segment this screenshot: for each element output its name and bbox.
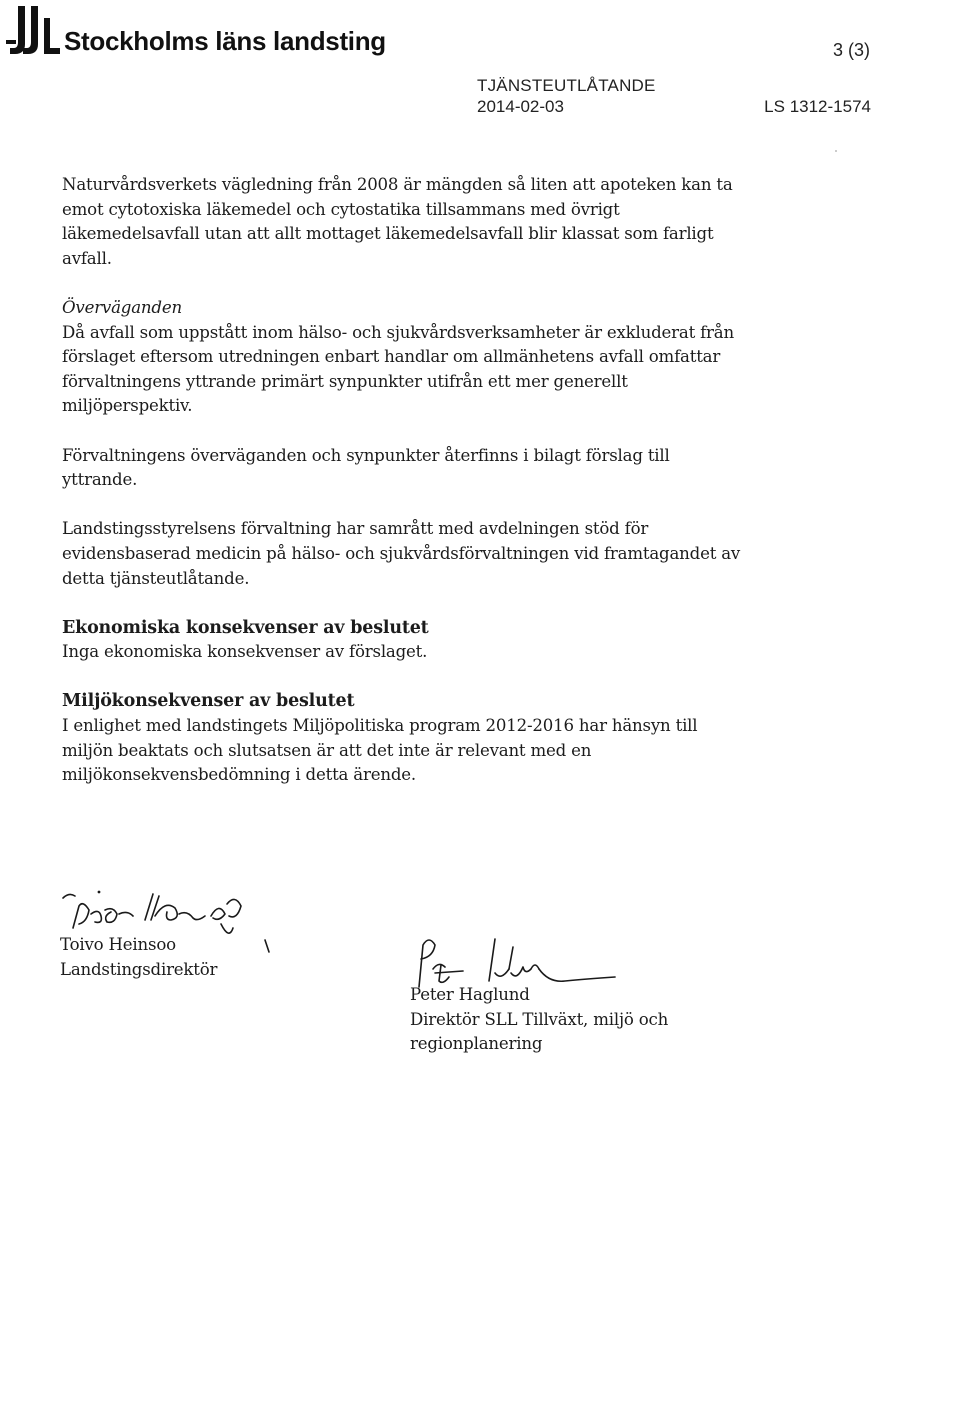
paragraph-attached: Förvaltningens överväganden och synpunkter återfinns i bilagt förslag till yttrande.	[62, 445, 670, 490]
signatory-right	[410, 983, 730, 1057]
signatory-left-name: Toivo Heinsoo	[60, 935, 176, 954]
document-type: TJÄNSTEUTLÅTANDE	[477, 76, 656, 95]
heading-economic: Ekonomiska konsekvenser av beslutet	[62, 617, 429, 638]
document-date: 2014-02-03	[477, 97, 564, 116]
paragraph-considerations: Då avfall som uppstått inom hälso- och sjukvårdsverksamheter är exkluderat från förslaget eftersom utredningen enbart handlar om allmänhetens avfall omfattar förvaltningens yttrande primärt synpunkter utifrån ett mer generellt miljöperspektiv.	[62, 322, 734, 416]
organization-name: Stockholms läns landsting	[64, 26, 386, 56]
heading-environment: Miljökonsekvenser av beslutet	[62, 691, 355, 712]
paragraph-consulted: Landstingsstyrelsens förvaltning har samrått med avdelningen stöd för evidensbaserad medicin på hälso- och sjukvårdsförvaltningen vid framtagandet av detta tjänsteutlåtande.	[62, 519, 741, 588]
signatory-left-title: Landstingsdirektör	[60, 959, 218, 979]
paragraph-environment: I enlighet med landstingets Miljöpolitiska program 2012-2016 har hänsyn till miljön beaktats och slutsatsen är att det inte är relevant med en miljökonsekvensbedömning i detta ärende.	[62, 716, 698, 785]
scan-speck	[835, 150, 837, 152]
paragraph-intro: Naturvårdsverkets vägledning från 2008 är mängden så liten att apoteken kan ta emot cytotoxiska läkemedel och cytostatika tillsammans med övrigt läkemedelsavfall utan att allt mottaget läkemedelsavfall blir klassat som farligt avfall.	[62, 175, 733, 268]
signatory-right-title: Direktör SLL Tillväxt, miljö och regionplanering	[410, 1009, 669, 1054]
signatory-left	[60, 933, 217, 982]
paragraph-economic: Inga ekonomiska konsekvenser av förslaget.	[62, 642, 428, 662]
document-reference: LS 1312-1574	[764, 97, 871, 116]
subheading-considerations: Överväganden	[62, 297, 182, 317]
page-number: 3 (3)	[832, 40, 870, 60]
document-body	[62, 173, 742, 812]
signatory-right-name: Peter Haglund	[410, 985, 530, 1004]
sll-logo	[6, 4, 62, 58]
